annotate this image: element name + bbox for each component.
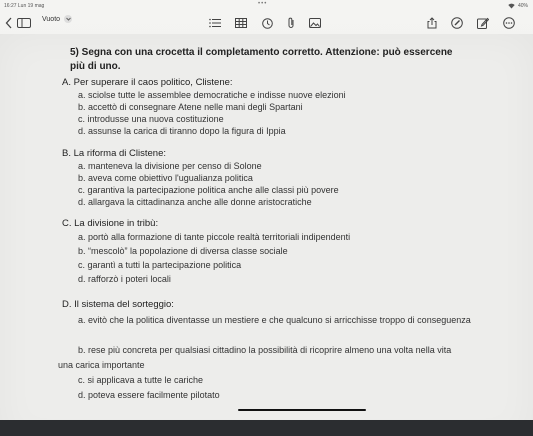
section-a-option-a[interactable]: a. sciolse tutte le assemblee democratiche e indisse nuove elezioni (78, 90, 346, 100)
more-button[interactable] (503, 16, 515, 30)
image-icon (309, 18, 321, 28)
share-button[interactable] (427, 16, 437, 30)
attachment-button[interactable] (286, 16, 296, 30)
section-c-heading: C. La divisione in tribù: (62, 218, 159, 229)
note-title-group[interactable] (42, 15, 72, 23)
section-a-option-c[interactable]: c. introdusse una nuova costituzione (78, 114, 224, 124)
section-d-option-b[interactable]: b. rese più concreta per qualsiasi cittadino la possibilità di ricoprire almeno una volta nella vita una carica importante (58, 345, 452, 370)
clock-icon (262, 18, 273, 29)
compose-icon (477, 17, 489, 29)
markup-button[interactable] (451, 16, 463, 30)
chevron-left-icon (5, 17, 13, 29)
section-c-option-d[interactable]: d. rafforzò i poteri locali (78, 274, 171, 284)
section-a-heading: A. Per superare il caos politico, Clistene: (62, 77, 233, 88)
back-button[interactable] (5, 16, 13, 30)
question-text: 5) Segna con una crocetta il completamento corretto. Attenzione: può essercene più di uno. (70, 47, 453, 72)
sidebar-icon (17, 18, 31, 28)
status-bar (0, 0, 533, 12)
section-c-option-c[interactable]: c. garantì a tutti la partecipazione politica (78, 260, 242, 270)
wifi-icon (508, 3, 515, 11)
media-button[interactable] (309, 16, 321, 30)
section-a-option-b[interactable]: b. accettò di consegnare Atene nelle mani degli Spartani (78, 102, 303, 112)
chevron-down-icon[interactable] (64, 15, 72, 23)
table-button[interactable] (235, 16, 247, 30)
sidebar-button[interactable] (17, 16, 31, 30)
markup-icon (451, 17, 463, 29)
edit-button[interactable] (477, 16, 489, 30)
more-dots-icon[interactable]: ••• (258, 1, 268, 7)
section-d-option-a[interactable]: a. evitò che la politica diventasse un mestiere e che qualcuno si arricchisse troppo di conseguenza (78, 315, 471, 325)
checklist-icon (209, 18, 221, 28)
toolbar (0, 12, 533, 34)
section-c-option-b[interactable]: b. “mescolò” la popolazione di diversa classe sociale (78, 246, 288, 256)
clock-button[interactable] (262, 16, 273, 30)
section-d-option-d[interactable]: d. poteva essere facilmente pilotato (78, 390, 220, 400)
section-b-option-c[interactable]: c. garantiva la partecipazione politica anche alle classi più povere (78, 185, 339, 195)
section-d-option-c[interactable]: c. si applicava a tutte le cariche (78, 375, 204, 385)
section-b-option-a[interactable]: a. manteneva la divisione per censo di Solone (78, 161, 262, 171)
status-time: 16:27 Lun 19 mag (4, 3, 45, 9)
checklist-button[interactable] (209, 16, 221, 30)
section-b-option-b[interactable]: b. aveva come obiettivo l'ugualianza politica (78, 173, 253, 183)
paperclip-icon (286, 17, 296, 29)
table-icon (235, 18, 247, 28)
share-icon (427, 17, 437, 29)
section-c-option-a[interactable]: a. portò alla formazione di tante piccole realtà territoriali indipendenti (78, 232, 351, 242)
section-d-heading: D. Il sistema del sorteggio: (62, 299, 174, 310)
battery-level: 40% (518, 3, 529, 9)
device-bezel (0, 420, 533, 436)
section-b-option-d[interactable]: d. allargava la cittadinanza anche alle donne aristocratiche (78, 197, 312, 207)
section-b-heading: B. La riforma di Clistene: (62, 148, 167, 159)
note-title[interactable]: Vuoto (42, 15, 61, 23)
home-indicator[interactable] (238, 409, 366, 411)
ellipsis-circle-icon (503, 17, 515, 29)
section-a-option-d[interactable]: d. assunse la carica di tiranno dopo la figura di Ippia (78, 126, 286, 136)
